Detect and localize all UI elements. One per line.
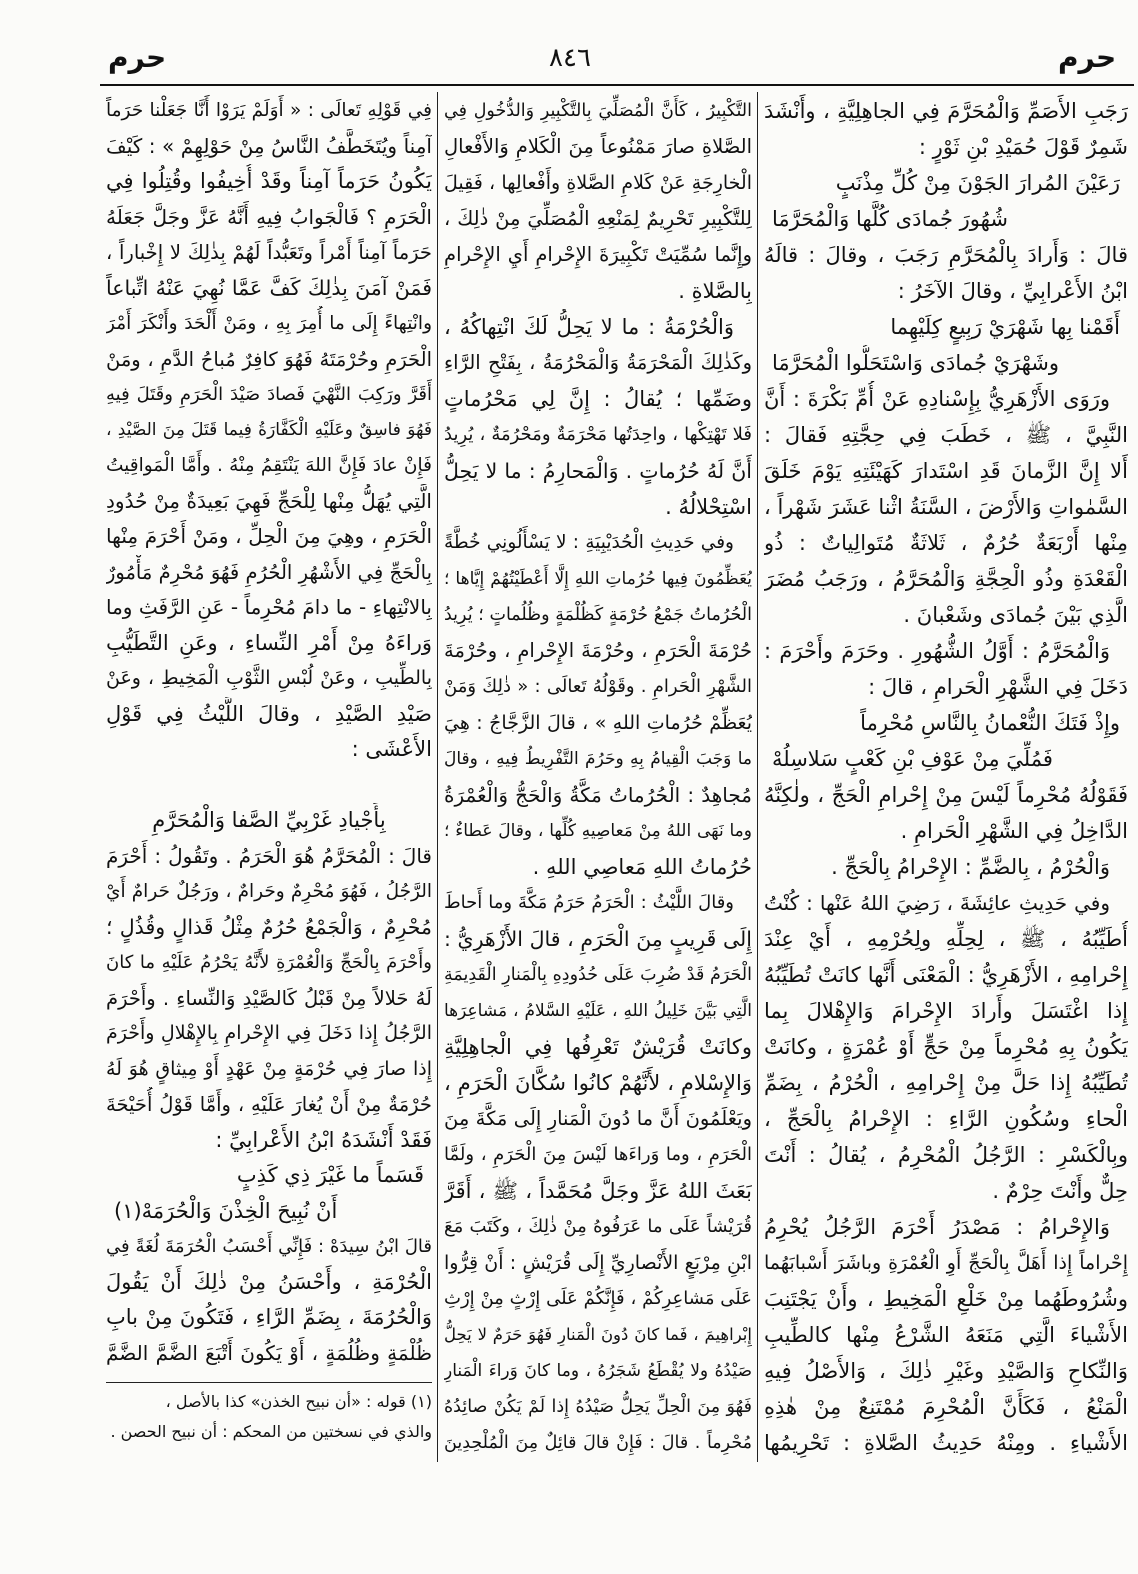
right-column bbox=[764, 93, 1128, 1461]
footnote-line: والذي في نسختين من المحكم : أن نبيح الحصن . bbox=[110, 1422, 432, 1441]
text-line: وما نَهَى اللهُ مِنْ مَعاصِيهِ كُلِّها ، وقالَ عَطاءٌ ؛ bbox=[444, 821, 752, 841]
text-line: تُطَيِّبُهُ إِذا حَلَّ مِنْ إِحْرامِهِ ، الْحُرْمُ ، بِضَمِّ bbox=[764, 1071, 1128, 1095]
verse-line: فَمُلِّيَ مِنْ عَوْفِ بْنِ كَعْبٍ سَلاسِلُهْ bbox=[772, 747, 1053, 771]
column-divider bbox=[437, 92, 438, 1462]
text-line: الْحُرُماتُ جَمْعُ حُرْمَةٍ كَظُلْمَةٍ وظُلُماتٍ ؛ يُرِيدُ bbox=[444, 605, 752, 625]
text-line: الصَّلاةِ صارَ مَمْنُوعاً مِنَ الْكَلامِ وَالأَفْعالِ bbox=[444, 135, 752, 158]
text-line: فَهُوَ فاسِقٌ وعَلَيْهِ الْكَفَّارَةُ فِيما قَتَلَ مِنَ الصَّيْدِ ، bbox=[106, 419, 432, 440]
text-line: ورَوَى الأَزْهَرِيُّ بِإِسْنادِهِ عَنْ أُمِّ بَكْرَةَ : أَنَّ bbox=[764, 387, 1110, 411]
text-line: إِبْراهِيمَ ، فَما كانَ دُونَ الْمَنارِ فَهُوَ حَرَمٌ لا يَحِلُّ bbox=[444, 1325, 752, 1344]
verse-gap bbox=[106, 768, 432, 804]
text-line: الَّتِي بَيَّنَ خَلِيلُ اللهِ ، عَلَيْهِ السَّلامُ ، مَشاعِرَها bbox=[444, 1001, 752, 1021]
text-line: قالَ : الْمُحَرَّمُ هُوَ الْحَرَمُ . وتَقُولُ : أَحْرَمَ bbox=[106, 843, 432, 868]
text-line: وَالإِسْلامِ ، لأَنَّهُمْ كانُوا سُكَّانَ الْحَرَمِ ، bbox=[444, 1071, 752, 1095]
text-line: وَراءَهُ مِنْ أَمْرِ النِّساءِ ، وعَنِ التَّطَيُّبِ bbox=[106, 630, 432, 655]
text-line: ويَعْلَمُونَ أَنَّ ما دُونَ الْمَنارِ إِلَى مَكَّةَ مِنَ bbox=[444, 1107, 752, 1130]
text-line: صَيْدِ الصَّيْدِ ، وقالَ اللَّيْثُ فِي قَوْلِ bbox=[106, 701, 432, 726]
text-line: دَخَلَ فِي الشَّهْرِ الْحَرامِ ، قالَ : bbox=[868, 675, 1128, 699]
verse-line: شُهُورَ جُمادَى كُلَّها وَالْمُحَرَّمَا bbox=[772, 207, 1008, 231]
text-line: وضَمِّها ؛ يُقالُ : إِنَّ لِي مَحْرُماتٍ bbox=[444, 387, 752, 411]
text-line: مُحْرِمٌ ، وَالْجَمْعُ حُرُمٌ مِثْلُ قَذالٍ وقُذُلٍ ؛ bbox=[106, 914, 432, 939]
text-line: ما وَجَبَ الْقِيامُ بِهِ وحَرُمَ التَّفْرِيطُ فِيهِ ، وقالَ bbox=[444, 749, 752, 769]
verse-line: قَسَماً ما غَيْرَ ذِي كَذِبٍ bbox=[236, 1163, 424, 1187]
text-line: الْحَرَمُ قَدْ ضُرِبَ عَلَى حُدُودِهِ بِالْمَنارِ الْقَدِيمَةِ bbox=[444, 965, 752, 985]
text-line: قُرَيْشاً عَلَى ما عَرَفُوهُ مِنْ ذٰلِكَ ، وكَتَبَ مَعَ bbox=[444, 1216, 752, 1237]
running-head-right: حرم bbox=[1058, 41, 1117, 74]
text-line: وكَذٰلِكَ الْمَحْرَمَةُ وَالْمَحْرُمَةُ ، بِفَتْحِ الرَّاءِ bbox=[444, 351, 752, 374]
verse-line: وإِذْ فَتَكَ النُّعْمانُ بِالنَّاسِ مُحْرِماً bbox=[860, 711, 1120, 735]
text-line: إِحْرامِهِ ، الأَزْهَرِيُّ : الْمَعْنَى أَنَّها كانَتْ تُطَيِّبُهُ bbox=[764, 963, 1128, 987]
text-line: قالَ : وَأَرادَ بِالْمُحَرَّمِ رَجَبَ ، وقالَ : قالَهُ bbox=[764, 243, 1128, 267]
text-line: الْحَرَمِ وحُرْمَتَهُ فَهُوَ كافِرٌ مُباحُ الدَّمِ ، ومَنْ bbox=[106, 347, 432, 371]
text-line: الْحُرْمَةِ ، وأَحْسَنُ مِنْ ذٰلِكَ أَنْ يَقُولَ bbox=[106, 1269, 432, 1294]
text-line: فَقَدْ أَنْشَدَهُ ابْنُ الأَعْرابِيِّ : bbox=[215, 1127, 432, 1152]
text-line: الَّذِي بَيْنَ جُمادَى وشَعْبانَ . bbox=[903, 603, 1128, 627]
text-line: مُجاهِدٌ : الْحُرُماتُ مَكَّةُ وَالْحَجُّ وَالْعُمْرَةُ bbox=[444, 783, 752, 807]
text-line: السَّمٰواتِ وَالأَرْضَ ، السَّنَةُ اثْنا عَشَرَ شَهْراً ، bbox=[764, 495, 1128, 519]
running-head-left: حرم bbox=[108, 41, 167, 74]
text-line: وشُرُوطَهُما مِنْ خَلْعِ الْمَخِيطِ ، وأَنْ يَجْتَنِبَ bbox=[764, 1287, 1128, 1311]
text-line: فَقَوْلُهُ مُحْرِماً لَيْسَ مِنْ إِحْرامِ الْحَجِّ ، ولٰكِنَّهُ bbox=[764, 783, 1128, 807]
text-line: حُرُماتُ اللهِ مَعاصِي اللهِ . bbox=[532, 855, 752, 879]
text-line: ابْنِ مِرْبَعٍ الأَنْصارِيِّ إِلَى قُرَيْشٍ : أَنْ قِرُّوا bbox=[444, 1252, 752, 1274]
verse-line: أَقَمْنا بِها شَهْرَيْ رَبِيعٍ كِلَيْهِما bbox=[890, 315, 1120, 339]
text-line: وَالْحُرْمَةُ : ما لا يَحِلُّ لَكَ انْتِهاكُهُ ، bbox=[444, 315, 734, 339]
text-line: الشَّهْرِ الْحَرامِ . وقَوْلُهُ تَعالَى : « ذٰلِكَ وَمَنْ bbox=[444, 676, 752, 697]
text-line: الأَعْشَى : bbox=[351, 737, 432, 761]
text-line: وَالإِحْرامُ : مَصْدَرُ أَحْرَمَ الرَّجُلُ يُحْرِمُ bbox=[764, 1215, 1110, 1239]
text-line: الْمَنْعُ ، فَكَأَنَّ الْمُحْرِمَ مُمْتَنِعٌ مِنْ هٰذِهِ bbox=[764, 1395, 1128, 1419]
text-line: مِنْها أَرْبَعَةٌ حُرُمٌ ، ثَلاثَةٌ مُتَوالِياتٌ : ذُو bbox=[764, 531, 1128, 555]
text-line: فَإِنْ عادَ فَإِنَّ اللهَ يَنْتَقِمُ مِنْهُ . وأَمَّا الْمَواقِيتُ bbox=[106, 455, 432, 476]
middle-column bbox=[444, 93, 752, 1461]
footnote bbox=[106, 1382, 432, 1447]
text-line: فِي قَوْلِهِ تَعالَى : « أَوَلَمْ يَرَوْا أَنَّا جَعَلْنا حَرَماً bbox=[106, 100, 432, 121]
text-line: حَرَماً آمِناً أَمْراً وتَعَبُّداً لَهُمْ بِذٰلِكَ لا إِخْباراً ، bbox=[106, 241, 432, 264]
text-line: النَّبِيَّ ، ﷺ ، خَطَبَ فِي حِجَّتِهِ فَقالَ : bbox=[764, 423, 1128, 447]
text-line: التَّكْبِيرُ ، كَأَنَّ الْمُصَلِّيَ بِالتَّكْبِيرِ وَالدُّخُولِ فِي bbox=[444, 101, 752, 121]
column-divider bbox=[757, 92, 758, 1462]
text-line: يُعَظِّمُونَ فِيها حُرُماتِ اللهِ إِلَّا أَعْطَيْتُهُمْ إِيَّاها ؛ bbox=[444, 569, 752, 589]
verse-line: وشَهْرَيْ جُمادَى وَاسْتَحَلُّوا الْمُحَرَّمَا bbox=[772, 351, 1060, 375]
text-line: صَيْدُهُ ولا يُقْطَعُ شَجَرُهُ ، وما كانَ وَراءَ الْمَنارِ bbox=[444, 1361, 752, 1381]
text-line: بِالصَّلاةِ . bbox=[678, 279, 752, 303]
text-line: فَلا تَهْتِكْها ، واحِدَتُها مَحْرَمَةٌ ومَحْرُمَةٌ ، يُرِيدُ bbox=[444, 424, 752, 445]
text-line: وَالْحُرْمُ ، بِالضَّمِّ : الإِحْرامُ بِالْحَجِّ . bbox=[831, 855, 1110, 879]
text-line: إِلَى قَرِيبٍ مِنَ الْحَرَمِ ، قالَ الأَزْهَرِيُّ : bbox=[444, 927, 752, 951]
text-line: حُرْمَةٌ مِنْ أَنْ يُغارَ عَلَيْهِ ، وأَمَّا قَوْلُ أُحَيْحَةَ bbox=[106, 1093, 432, 1116]
text-line: الأَشْياءَ الَّتِي مَنَعَهُ الشَّرْعُ مِنْها كالطِّيبِ bbox=[764, 1323, 1128, 1347]
text-line: أُطَيِّبُهُ ، ﷺ ، لِحِلِّهِ ولِحُرْمِهِ ، أَيْ عِنْدَ bbox=[764, 927, 1128, 951]
text-line: وَالْحُرُمَةَ ، بِضَمِّ الرَّاءِ ، فَتَكُونَ مِنْ بابِ bbox=[106, 1305, 432, 1329]
text-line: يُعَظِّمْ حُرُماتِ اللهِ » ، قالَ الزَّجَّاجُ : هِيَ bbox=[444, 712, 752, 734]
text-line: الدَّاخِلُ فِي الشَّهْرِ الْحَرامِ . bbox=[900, 819, 1128, 843]
text-line: الْحَرَمِ ، وهِيَ مِنَ الْحِلِّ ، ومَنْ أَحْرَمَ مِنْها bbox=[106, 524, 432, 548]
text-line: الَّتِي يُهَلُّ مِنْها لِلْحَجِّ فَهِيَ بَعِيدَةٌ مِنْ حُدُودِ bbox=[106, 488, 432, 513]
text-line: وقالَ اللَّيْثُ : الْحَرَمُ حَرَمُ مَكَّةَ وما أَحاطَ bbox=[444, 892, 734, 913]
text-line: وَالنِّكاحِ وَالصَّيْدِ وغَيْرِ ذٰلِكَ ، وَالأَصْلُ فِيهِ bbox=[764, 1359, 1128, 1383]
verse-line: أَنْ نُبِيحَ الْخِذْنَ وَالْحُرَمَهْ(١) bbox=[114, 1198, 338, 1223]
verse-line: بِأَجْيادِ غَرْبِيِّ الصَّفا وَالْمُحَرَّمِ bbox=[152, 808, 386, 832]
text-line: وَالْمُحَرَّمُ : أَوَّلُ الشُّهُورِ . وحَرَمَ وأَحْرَمَ : bbox=[764, 639, 1110, 663]
text-line: وفي حَدِيثِ عائِشَةَ ، رَضِيَ اللهُ عَنْها : كُنْتُ bbox=[764, 891, 1110, 915]
text-line: ظُلْمَةٍ وظُلُمَةٍ ، أَوْ يَكُونَ أَتْبَعَ الضَّمَّ الضَّمَّ bbox=[106, 1340, 432, 1365]
text-line: فَهُوَ مِنَ الْحِلِّ يَحِلُّ صَيْدُهُ إِذا لَمْ يَكُنْ صائِدُهُ bbox=[444, 1397, 752, 1417]
text-line: بَعَثَ اللهُ عَزَّ وجَلَّ مُحَمَّداً ، ﷺ ، أَقَرَّ bbox=[444, 1179, 752, 1203]
text-line: يَكُونُ حَرَماً آمِناً وقَدْ أُخِيفُوا وقُتِلُوا فِي bbox=[106, 169, 432, 193]
text-line: أَقَرَّ ورَكِبَ النَّهْيَ فَصادَ صَيْدَ الْحَرَمِ وقَتَلَ فِيهِ bbox=[106, 384, 432, 405]
text-line: إِذا صارَ فِي حُرْمَةٍ مِنْ عَهْدٍ أَوْ مِيثاقٍ هُوَ لَهُ bbox=[106, 1057, 432, 1080]
text-line: شَمِرٌ قَوْلَ حُمَيْدِ بْنِ ثَوْرٍ : bbox=[918, 135, 1128, 159]
text-line: لَهُ حَلالاً مِنْ قَبْلُ كَالصَّيْدِ وَالنِّساءِ . وأَحْرَمَ bbox=[106, 986, 432, 1010]
text-line: أَلا إِنَّ الزَّمانَ قَدِ اسْتَدارَ كَهَيْئَتِهِ يَوْمَ خَلَقَ bbox=[764, 459, 1128, 483]
text-line: الْخارِجَةِ عَنْ كَلامِ الصَّلاةِ وأَفْعالِها ، فَقِيلَ bbox=[444, 172, 752, 194]
text-line: الْقَعْدَةِ وذُو الْحِجَّةِ وَالْمُحَرَّمُ ، ورَجَبُ مُضَرَ bbox=[764, 567, 1128, 591]
text-line: آمِناً ويُتَخَطَّفُ النَّاسُ مِنْ حَوْلِهِمْ » : كَيْفَ bbox=[106, 133, 432, 158]
text-line: وكانَتْ قُرَيْشٌ تَعْرِفُها فِي الْجاهِلِيَّةِ bbox=[444, 1035, 752, 1059]
text-line: بِالْحَجِّ فِي الأَشْهُرِ الْحُرُمِ فَهُوَ مُحْرِمٌ مَأْمُورٌ bbox=[106, 560, 432, 584]
header-rule bbox=[100, 84, 1134, 86]
text-line: الرَّجُلُ ، فَهُوَ مُحْرِمٌ وحَرامٌ ، ورَجُلٌ حَرامٌ أَيْ bbox=[106, 881, 432, 902]
footnote-line: (١) قوله : «أن نبيح الخذن» كذا بالأصل ، bbox=[165, 1392, 432, 1411]
text-line: وفي حَدِيثِ الْحُدَيْبِيَةِ : لا يَسْأَلُونِي خُطَّةً bbox=[444, 532, 734, 553]
text-line: الرَّجُلُ إِذا دَخَلَ فِي الإِحْرامِ بِالإِهْلالِ وأَحْرَمَ bbox=[106, 1022, 432, 1044]
text-line: وأَحْرَمَ بِالْحَجِّ وَالْعُمْرَةِ لأَنَّهُ يَحْرُمُ عَلَيْهِ ما كانَ bbox=[106, 952, 432, 973]
text-line: اسْتِحْلالُهُ . bbox=[665, 495, 752, 519]
verse-line: رَعَيْنَ المُرارَ الجَوْنَ مِنْ كُلِّ مِذْنَبٍ bbox=[835, 171, 1120, 195]
text-line: يَكُونُ بِهِ مُحْرِماً مِنْ حَجٍّ أَوْ عُمْرَةٍ ، وكانَتْ bbox=[764, 1035, 1128, 1059]
text-line: بِالطِّيبِ ، وعَنْ لُبْسِ الثَّوْبِ الْمَخِيطِ ، وعَنْ bbox=[106, 667, 432, 689]
text-line: وانْتِهاءً إِلَى ما أُمِرَ بِهِ ، ومَنْ أَلْحَدَ وأَنْكَرَ أَمْرَ bbox=[106, 313, 432, 334]
text-line: لِلتَّكْبِيرِ تَحْرِيمٌ لِمَنْعِهِ الْمُصَلِّيَ مِنْ ذٰلِكَ ، bbox=[444, 207, 752, 230]
text-line: قالَ ابْنُ سِيدَهْ : فَإِنِّي أَحْسَبُ الْحُرَمَةَ لُغَةً فِي bbox=[106, 1236, 432, 1257]
text-line: إِذا اغْتَسَلَ وأَرادَ الإِحْرامَ وَالإِهْلالَ بِما bbox=[764, 999, 1128, 1023]
text-line: إِحْراماً إِذا أَهَلَّ بِالْحَجِّ أَوِ الْعُمْرَةِ وباشَرَ أَسْبابَهُما bbox=[764, 1252, 1128, 1274]
text-line: ابْنُ الأَعْرابِيِّ ، وقالَ الآخَرُ : bbox=[897, 279, 1128, 303]
text-line: حِلٌّ وأَنْتَ حِرْمٌ . bbox=[992, 1179, 1128, 1203]
text-line: الْحاءِ وسُكُونِ الرَّاءِ : الإِحْرامُ بِالْحَجِّ ، bbox=[764, 1107, 1128, 1131]
text-line: رَجَبِ الأَصَمِّ وَالْمُحَرَّمَ فِي الجاهِلِيَّةِ ، وأَنْشَدَ bbox=[764, 99, 1128, 123]
text-line: الْحَرَمِ ، وما وَراءَها لَيْسَ مِنَ الْحَرَمِ ، ولَمَّا bbox=[444, 1144, 752, 1165]
text-line: بِالانْتِهاءِ - ما دامَ مُحْرِماً - عَنِ الرَّفَثِ وما bbox=[106, 595, 432, 619]
text-line: مُحْرِماً . قالَ : فَإِنْ قالَ قائِلٌ مِنَ الْمُلْحِدِينَ bbox=[444, 1433, 752, 1453]
text-line: أَنَّ لَهُ حُرُماتٍ . وَالْمَحارِمُ : ما لا يَحِلُّ bbox=[444, 459, 752, 483]
text-line: الأَشْياءِ . ومِنْهُ حَدِيثُ الصَّلاةِ : تَحْرِيمُها bbox=[764, 1431, 1128, 1455]
page-number: ٨٤٦ bbox=[549, 43, 591, 73]
left-column bbox=[106, 93, 432, 1371]
text-line: عَلَى مَشاعِرِكُمْ ، فَإِنَّكُمْ عَلَى إِرْثٍ مِنْ إِرْثِ bbox=[444, 1288, 752, 1309]
text-line: الْحَرَمِ ؟ فَالْجَوابُ فِيهِ أَنَّهُ عَزَّ وجَلَّ جَعَلَهُ bbox=[106, 204, 432, 229]
text-line: فَمَنْ آمَنَ بِذٰلِكَ كَفَّ عَمَّا نُهِيَ عَنْهُ اتِّباعاً bbox=[106, 275, 432, 300]
text-line: وبِالْكَسْرِ : الرَّجُلُ الْمُحْرِمُ ، يُقالُ : أَنْتَ bbox=[764, 1143, 1128, 1167]
text-line: وإِنَّما سُمِّيَتْ تَكْبِيرَةَ الإِحْرامِ أَيِ الإِحْرامِ bbox=[444, 243, 752, 266]
text-line: حُرْمَةَ الْحَرَمِ ، وحُرْمَةَ الإِحْرامِ ، وحُرْمَةَ bbox=[444, 639, 752, 662]
